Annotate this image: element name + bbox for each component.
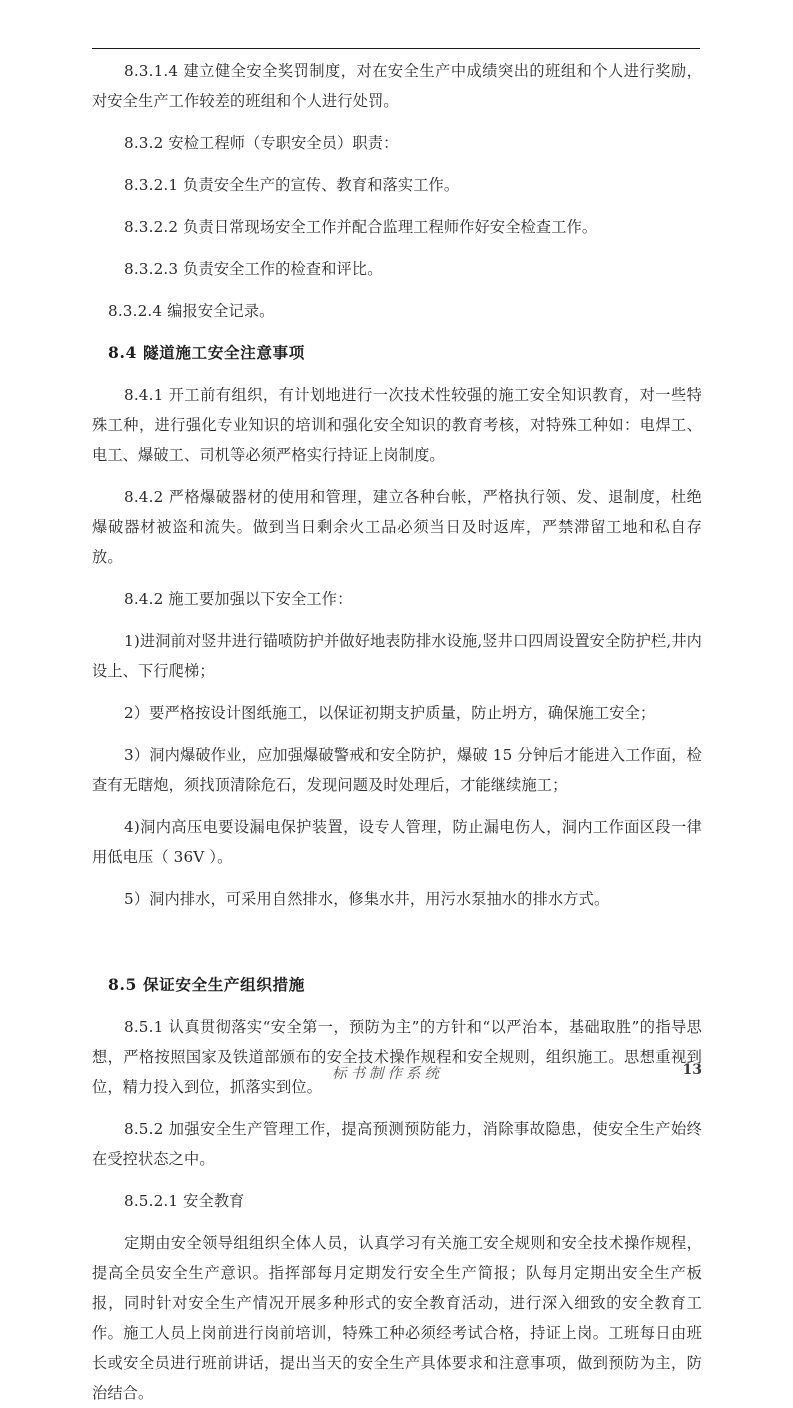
paragraph-spacer xyxy=(92,914,702,970)
page-number: 13 xyxy=(682,1062,702,1078)
heading-8-4: 8.4 隧道施工安全注意事项 xyxy=(108,343,305,362)
document-body xyxy=(92,56,702,1408)
footer-watermark-text: 标书制作系统 xyxy=(332,1066,443,1082)
heading-8-5: 8.5 保证安全生产组织措施 xyxy=(108,975,305,994)
list-item-4: 4)洞内高压电要设漏电保护装置，设专人管理，防止漏电伤人，洞内工作面区段一律用低电压（ 36V ）。 xyxy=(92,818,702,866)
list-item-5: 5）洞内排水，可采用自然排水，修集水井，用污水泵抽水的排水方式。 xyxy=(124,890,610,908)
paragraph-8-3-2-3: 8.3.2.3 负责安全工作的检查和评比。 xyxy=(124,260,383,278)
list-item-3: 3）洞内爆破作业，应加强爆破警戒和安全防护，爆破 15 分钟后才能进入工作面，检查有无瞎炮，须找顶清除危石，发现问题及时处理后，才能继续施工； xyxy=(92,746,702,794)
paragraph-8-4-1: 8.4.1 开工前有组织，有计划地进行一次技术性较强的施工安全知识教育，对一些特殊工种，进行强化专业知识的培训和强化安全知识的教育考核，对特殊工种如：电焊工、电工、爆破工、司机等必须严格实行持证上岗制度。 xyxy=(92,386,702,464)
paragraph-8-4-2-a: 8.4.2 严格爆破器材的使用和管理，建立各种台帐，严格执行领、发、退制度，杜绝爆破器材被盗和流失。做到当日剩余火工品必须当日及时返库，严禁滞留工地和私自存放。 xyxy=(92,488,702,566)
header-rule xyxy=(92,48,700,49)
paragraph-8-4-2-b: 8.4.2 施工要加强以下安全工作： xyxy=(124,590,353,608)
paragraph-8-3-2-4: 8.3.2.4 编报安全记录。 xyxy=(108,302,275,320)
paragraph-8-3-1-4: 8.3.1.4 建立健全安全奖罚制度，对在安全生产中成绩突出的班组和个人进行奖励，对安全生产工作较差的班组和个人进行处罚。 xyxy=(92,62,702,110)
paragraph-8-5-1: 8.5.1 认真贯彻落实“安全第一，预防为主”的方针和“以严治本，基础取胜”的指导思想，严格按照国家及铁道部颁布的安全技术操作规程和安全规则，组织施工。思想重视到位，精力投入到位，抓落实到位。 xyxy=(92,1018,702,1096)
paragraph-8-5-2-1-body: 定期由安全领导组组织全体人员，认真学习有关施工安全规则和安全技术操作规程，提高全员安全生产意识。指挥部每月定期发行安全生产简报；队每月定期出安全生产板报，同时针对安全生产情况开展多种形式的安全教育活动，进行深入细致的安全教育工作。施工人员上岗前进行岗前培训，特殊工种必须经考试合格，持证上岗。工班每日由班长或安全员进行班前讲话，提出当天的安全生产具体要求和注意事项，做到预防为主，防治结合。 xyxy=(92,1234,702,1402)
paragraph-8-3-2: 8.3.2 安检工程师（专职安全员）职责： xyxy=(124,134,399,152)
paragraph-8-3-2-2: 8.3.2.2 负责日常现场安全工作并配合监理工程师作好安全检查工作。 xyxy=(124,218,598,236)
paragraph-8-5-2: 8.5.2 加强安全生产管理工作，提高预测预防能力，消除事故隐患，使安全生产始终在受控状态之中。 xyxy=(92,1120,702,1168)
list-item-2: 2）要严格按设计图纸施工，以保证初期支护质量，防止坍方，确保施工安全； xyxy=(124,704,656,722)
page-footer xyxy=(92,1062,702,1092)
paragraph-8-5-2-1: 8.5.2.1 安全教育 xyxy=(124,1192,245,1210)
paragraph-8-3-2-1: 8.3.2.1 负责安全生产的宣传、教育和落实工作。 xyxy=(124,176,460,194)
list-item-1: 1)进洞前对竖井进行锚喷防护并做好地表防排水设施,竖井口四周设置安全防护栏,井内设上、下行爬梯； xyxy=(92,632,702,680)
